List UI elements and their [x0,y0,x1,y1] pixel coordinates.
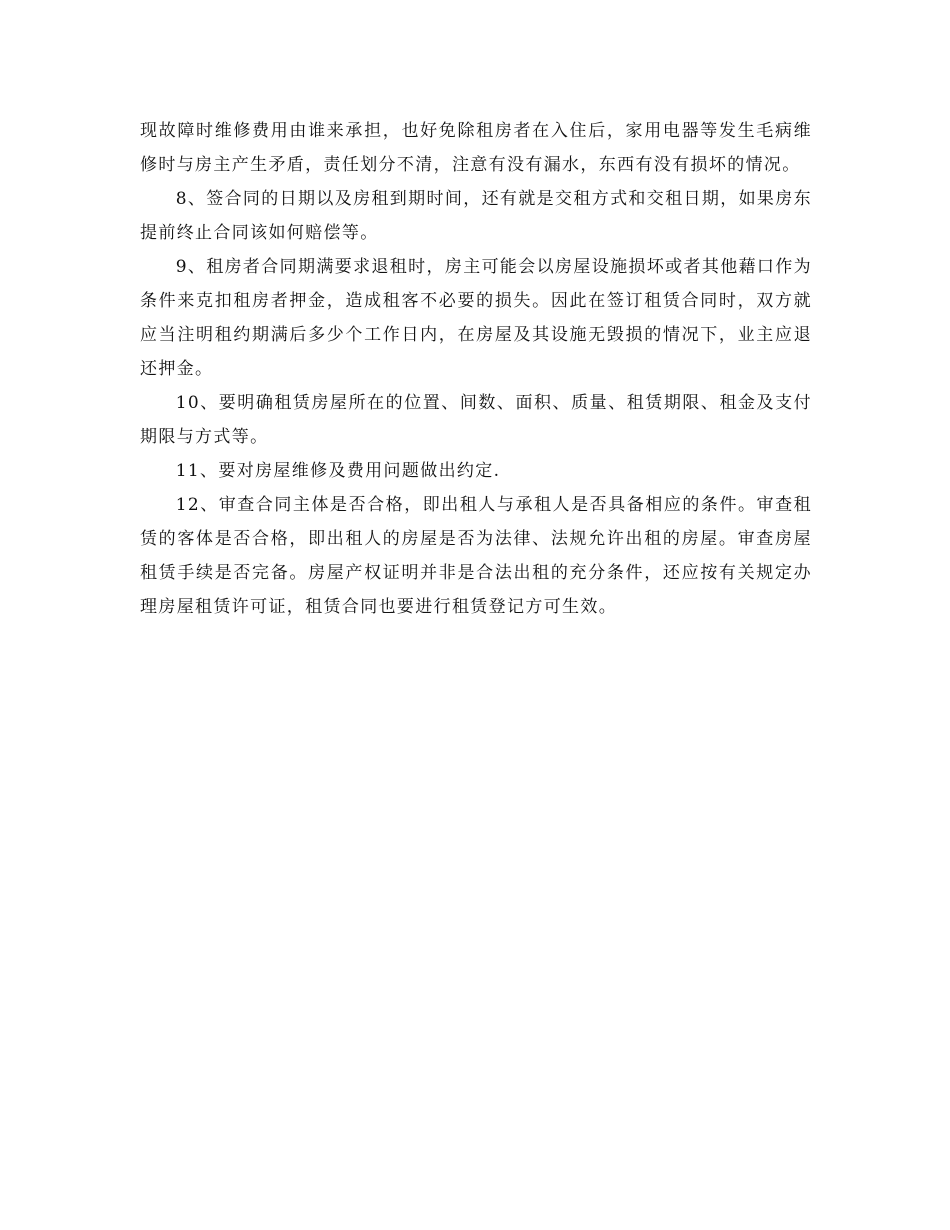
paragraph-item-10: 10、要明确租赁房屋所在的位置、间数、面积、质量、租赁期限、租金及支付期限与方式等。 [140,393,812,447]
paragraph-item-11: 11、要对房屋维修及费用问题做出约定. [175,461,501,481]
paragraph-item-9: 9、租房者合同期满要求退租时，房主可能会以房屋设施损坏或者其他藉口作为条件来克扣租房者押金，造成租客不必要的损失。因此在签订租赁合同时，双方就应当注明租约期满后多少个工作日内，在房屋及其设施无毁损的情况下，业主应退还押金。 [140,257,812,379]
document-body [140,114,812,624]
paragraph-item-12: 12、审查合同主体是否合格，即出租人与承租人是否具备相应的条件。审查租赁的客体是否合格，即出租人的房屋是否为法律、法规允许出租的房屋。审查房屋租赁手续是否完备。房屋产权证明并非是合法出租的充分条件，还应按有关规定办理房屋租赁许可证，租赁合同也要进行租赁登记方可生效。 [140,495,812,617]
paragraph-item-8: 8、签合同的日期以及房租到期时间，还有就是交租方式和交租日期，如果房东提前终止合同该如何赔偿等。 [140,189,812,243]
paragraph-continuation: 现故障时维修费用由谁来承担，也好免除租房者在入住后，家用电器等发生毛病维修时与房主产生矛盾，责任划分不清，注意有没有漏水，东西有没有损坏的情况。 [140,121,812,175]
